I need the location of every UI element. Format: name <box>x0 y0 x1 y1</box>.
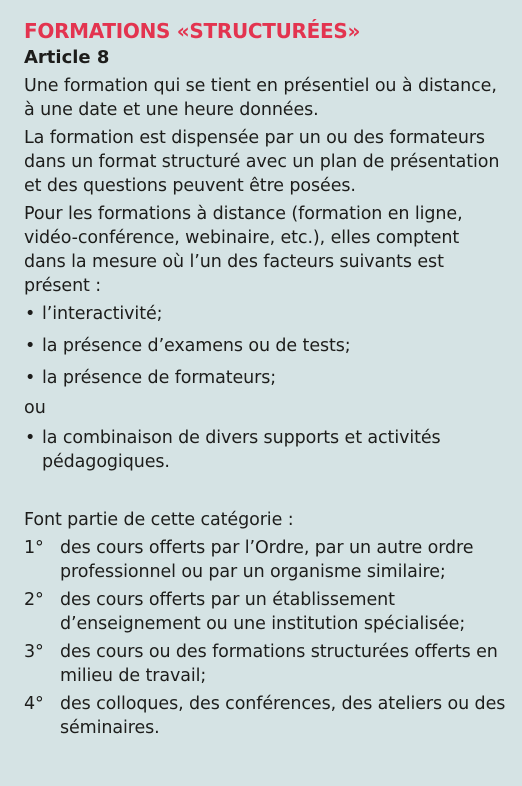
item-text: des colloques, des conférences, des ateliers ou des séminaires. <box>60 694 506 738</box>
or-separator: ou <box>24 398 46 418</box>
factor-text: l’interactivité; <box>42 304 163 324</box>
item-text: des cours offerts par l’Ordre, par un autre ordre professionnel ou par un organisme similaire; <box>60 538 474 582</box>
list-item <box>24 588 506 636</box>
list-item <box>24 366 506 390</box>
item-text: des cours ou des formations structurées offerts en milieu de travail; <box>60 642 498 686</box>
item-number: 3° <box>24 642 44 662</box>
factor-text: la combinaison de divers supports et activités pédagogiques. <box>42 428 441 472</box>
item-number: 1° <box>24 538 44 558</box>
factors-alt-list <box>24 426 506 474</box>
factors-list <box>24 302 506 390</box>
factor-text: la présence de formateurs; <box>42 368 277 388</box>
paragraph-distance: Pour les formations à distance (formation en ligne, vidéo-conférence, webinaire, etc.), elles comptent dans la mesure où l’un des facteurs suivants est présent : <box>24 204 463 296</box>
category-intro: Font partie de cette catégorie : <box>24 510 294 530</box>
bullet-icon: • <box>25 428 36 448</box>
list-item <box>24 640 506 688</box>
category-list <box>24 536 506 740</box>
bullet-icon: • <box>25 336 36 356</box>
item-number: 4° <box>24 694 44 714</box>
list-item <box>24 692 506 740</box>
list-item <box>24 302 506 326</box>
section-heading: FORMATIONS «STRUCTURÉES» <box>24 19 361 43</box>
article-title: Article 8 <box>24 47 110 68</box>
item-text: des cours offerts par un établissement d’enseignement ou une institution spécialisée; <box>60 590 466 634</box>
bullet-icon: • <box>25 304 36 324</box>
item-number: 2° <box>24 590 44 610</box>
spacer <box>24 482 506 508</box>
list-item <box>24 536 506 584</box>
paragraph-format: La formation est dispensée par un ou des formateurs dans un format structuré avec un plan de présentation et des questions peuvent être posées. <box>24 128 500 196</box>
bullet-icon: • <box>25 368 36 388</box>
factor-text: la présence d’examens ou de tests; <box>42 336 351 356</box>
paragraph-definition: Une formation qui se tient en présentiel ou à distance, à une date et une heure données. <box>24 76 497 120</box>
list-item <box>24 334 506 358</box>
list-item <box>24 426 506 474</box>
